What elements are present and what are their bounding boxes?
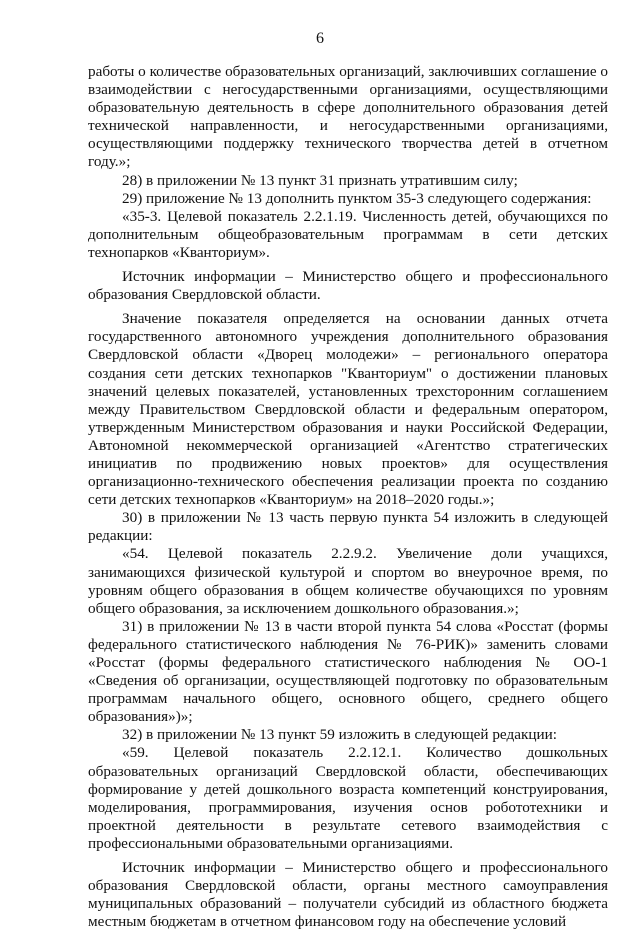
document-body xyxy=(88,63,608,931)
paragraph: «54. Целевой показатель 2.2.9.2. Увеличение доли учащихся, занимающихся физической культурой и спортом во внеурочное время, по уровням общего образования в общем количестве обучающихся по уровням общего образования, за исключением дошкольного образования.»; xyxy=(88,545,608,617)
page-number: 6 xyxy=(316,30,324,47)
paragraph: Источник информации – Министерство общего и профессионального образования Свердловской области. xyxy=(88,268,608,304)
paragraph: 30) в приложении № 13 часть первую пункта 54 изложить в следующей редакции: xyxy=(88,509,608,545)
paragraph: «59. Целевой показатель 2.2.12.1. Количество дошкольных образовательных организаций Свердловской области, обеспечивающих формирование у детей дошкольного возраста компетенций конструирования, моделирования, программирования, изучения основ робототехники и проектной деятельности в результате сетевого взаимодействия с профессиональными образовательными организациями. xyxy=(88,744,608,852)
paragraph: работы о количестве образовательных организаций, заключивших соглашение о взаимодействии с негосударственными организациями, осуществляющими образовательную деятельность в сфере дополнительного образования детей технической направленности, и негосударственными организациями, осуществляющими поддержку технического творчества детей в отчетном году.»; xyxy=(88,63,608,171)
paragraph: 28) в приложении № 13 пункт 31 признать утратившим силу; xyxy=(122,171,518,189)
paragraph: 31) в приложении № 13 в части второй пункта 54 слова «Росстат (формы федерального статистического наблюдения № 76-РИК)» заменить словами «Росстат (формы федерального статистического наблюдения № ОО-1 «Сведения об организации, осуществляющей подготовку по образовательным программам начального общего, основного общего, среднего общего образования»)»; xyxy=(88,617,608,726)
paragraph: Источник информации – Министерство общего и профессионального образования Свердловской области, органы местного самоуправления муниципальных образований – получатели субсидий из областного бюджета местным бюджетам в отчетном финансовом году на обеспечение условий xyxy=(88,859,608,931)
paragraph: 29) приложение № 13 дополнить пунктом 35-3 следующего содержания: xyxy=(122,189,592,207)
paragraph: Значение показателя определяется на основании данных отчета государственного автономного учреждения дополнительного образования Свердловской области «Дворец молодежи» – регионального оператора создания сети детских технопарков "Кванториум" о достижении плановых значений целевых показателей, установленных трехсторонним соглашением между Правительством Свердловской области и федеральным оператором, утвержденным Министерством образования и науки Российской Федерации, Автономной некоммерческой организацией «Агентство стратегических инициатив по продвижению новых проектов» для осуществления организационно-технического обеспечения реализации проекта по созданию сети детских технопарков «Кванториум» на 2018–2020 годы.»; xyxy=(88,310,608,509)
paragraph: 32) в приложении № 13 пункт 59 изложить в следующей редакции: xyxy=(122,726,557,744)
paragraph: «35-3. Целевой показатель 2.2.1.19. Численность детей, обучающихся по дополнительным общеобразовательным программам в сети детских технопарков «Кванториум». xyxy=(88,207,608,261)
